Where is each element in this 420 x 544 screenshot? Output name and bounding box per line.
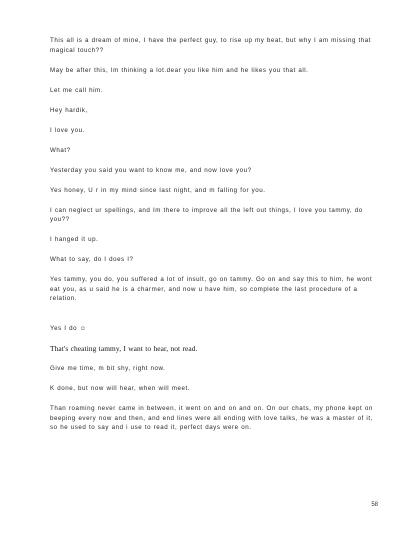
page-number: 58 (371, 502, 378, 508)
paragraph-10: I hanged it up. (50, 236, 99, 243)
paragraph-3: Let me call him. (50, 86, 104, 94)
paragraph-16: K done, but now will hear, when will meet. (50, 385, 191, 392)
paragraph-4: Hey hardik, (50, 106, 88, 114)
paragraph-8: Yes honey, U r in my mind since last night, and m falling for you. (50, 186, 266, 194)
paragraph-gap (50, 314, 376, 324)
paragraph-2: May be after this, Im thinking a lot.dear you like him and he likes you that all. (50, 66, 309, 74)
paragraph-1: This all is a dream of mine, I have the perfect guy, to rise up my beat, but why I am missing that magical touch?? (50, 37, 372, 54)
paragraph-7: Yesterday you said you want to know me, and now love you? (50, 166, 252, 174)
page-body (50, 36, 376, 443)
paragraph-6: What? (50, 146, 71, 154)
paragraph-12: Yes tammy, you do, you suffered a lot of insult, go on tammy. Go on and say this to him, he wont eat you, as u said he is a charmer, and now u have him, so complete the last procedure of a relation. (50, 276, 373, 302)
paragraph-11: What to say, do I does I? (50, 256, 134, 263)
paragraph-17: Than roaming never came in between, it went on and on and on. On our chats, my phone kept on beeping every now and then, and end lines were all ending with love talks, he was a master of it, so he used to say and i use to read it, perfect days were on. (50, 405, 373, 431)
paragraph-15: Give me time, m bit shy, right now. (50, 365, 166, 372)
paragraph-13: Yes I do ☺ (50, 325, 87, 332)
paragraph-9: I can neglect ur spellings, and Im there to improve all the left out things, I love you tammy, do you?? (50, 206, 363, 223)
paragraph-14: That's cheating tammy, I want to hear, not read. (50, 344, 198, 353)
paragraph-5: I love you. (50, 126, 85, 134)
